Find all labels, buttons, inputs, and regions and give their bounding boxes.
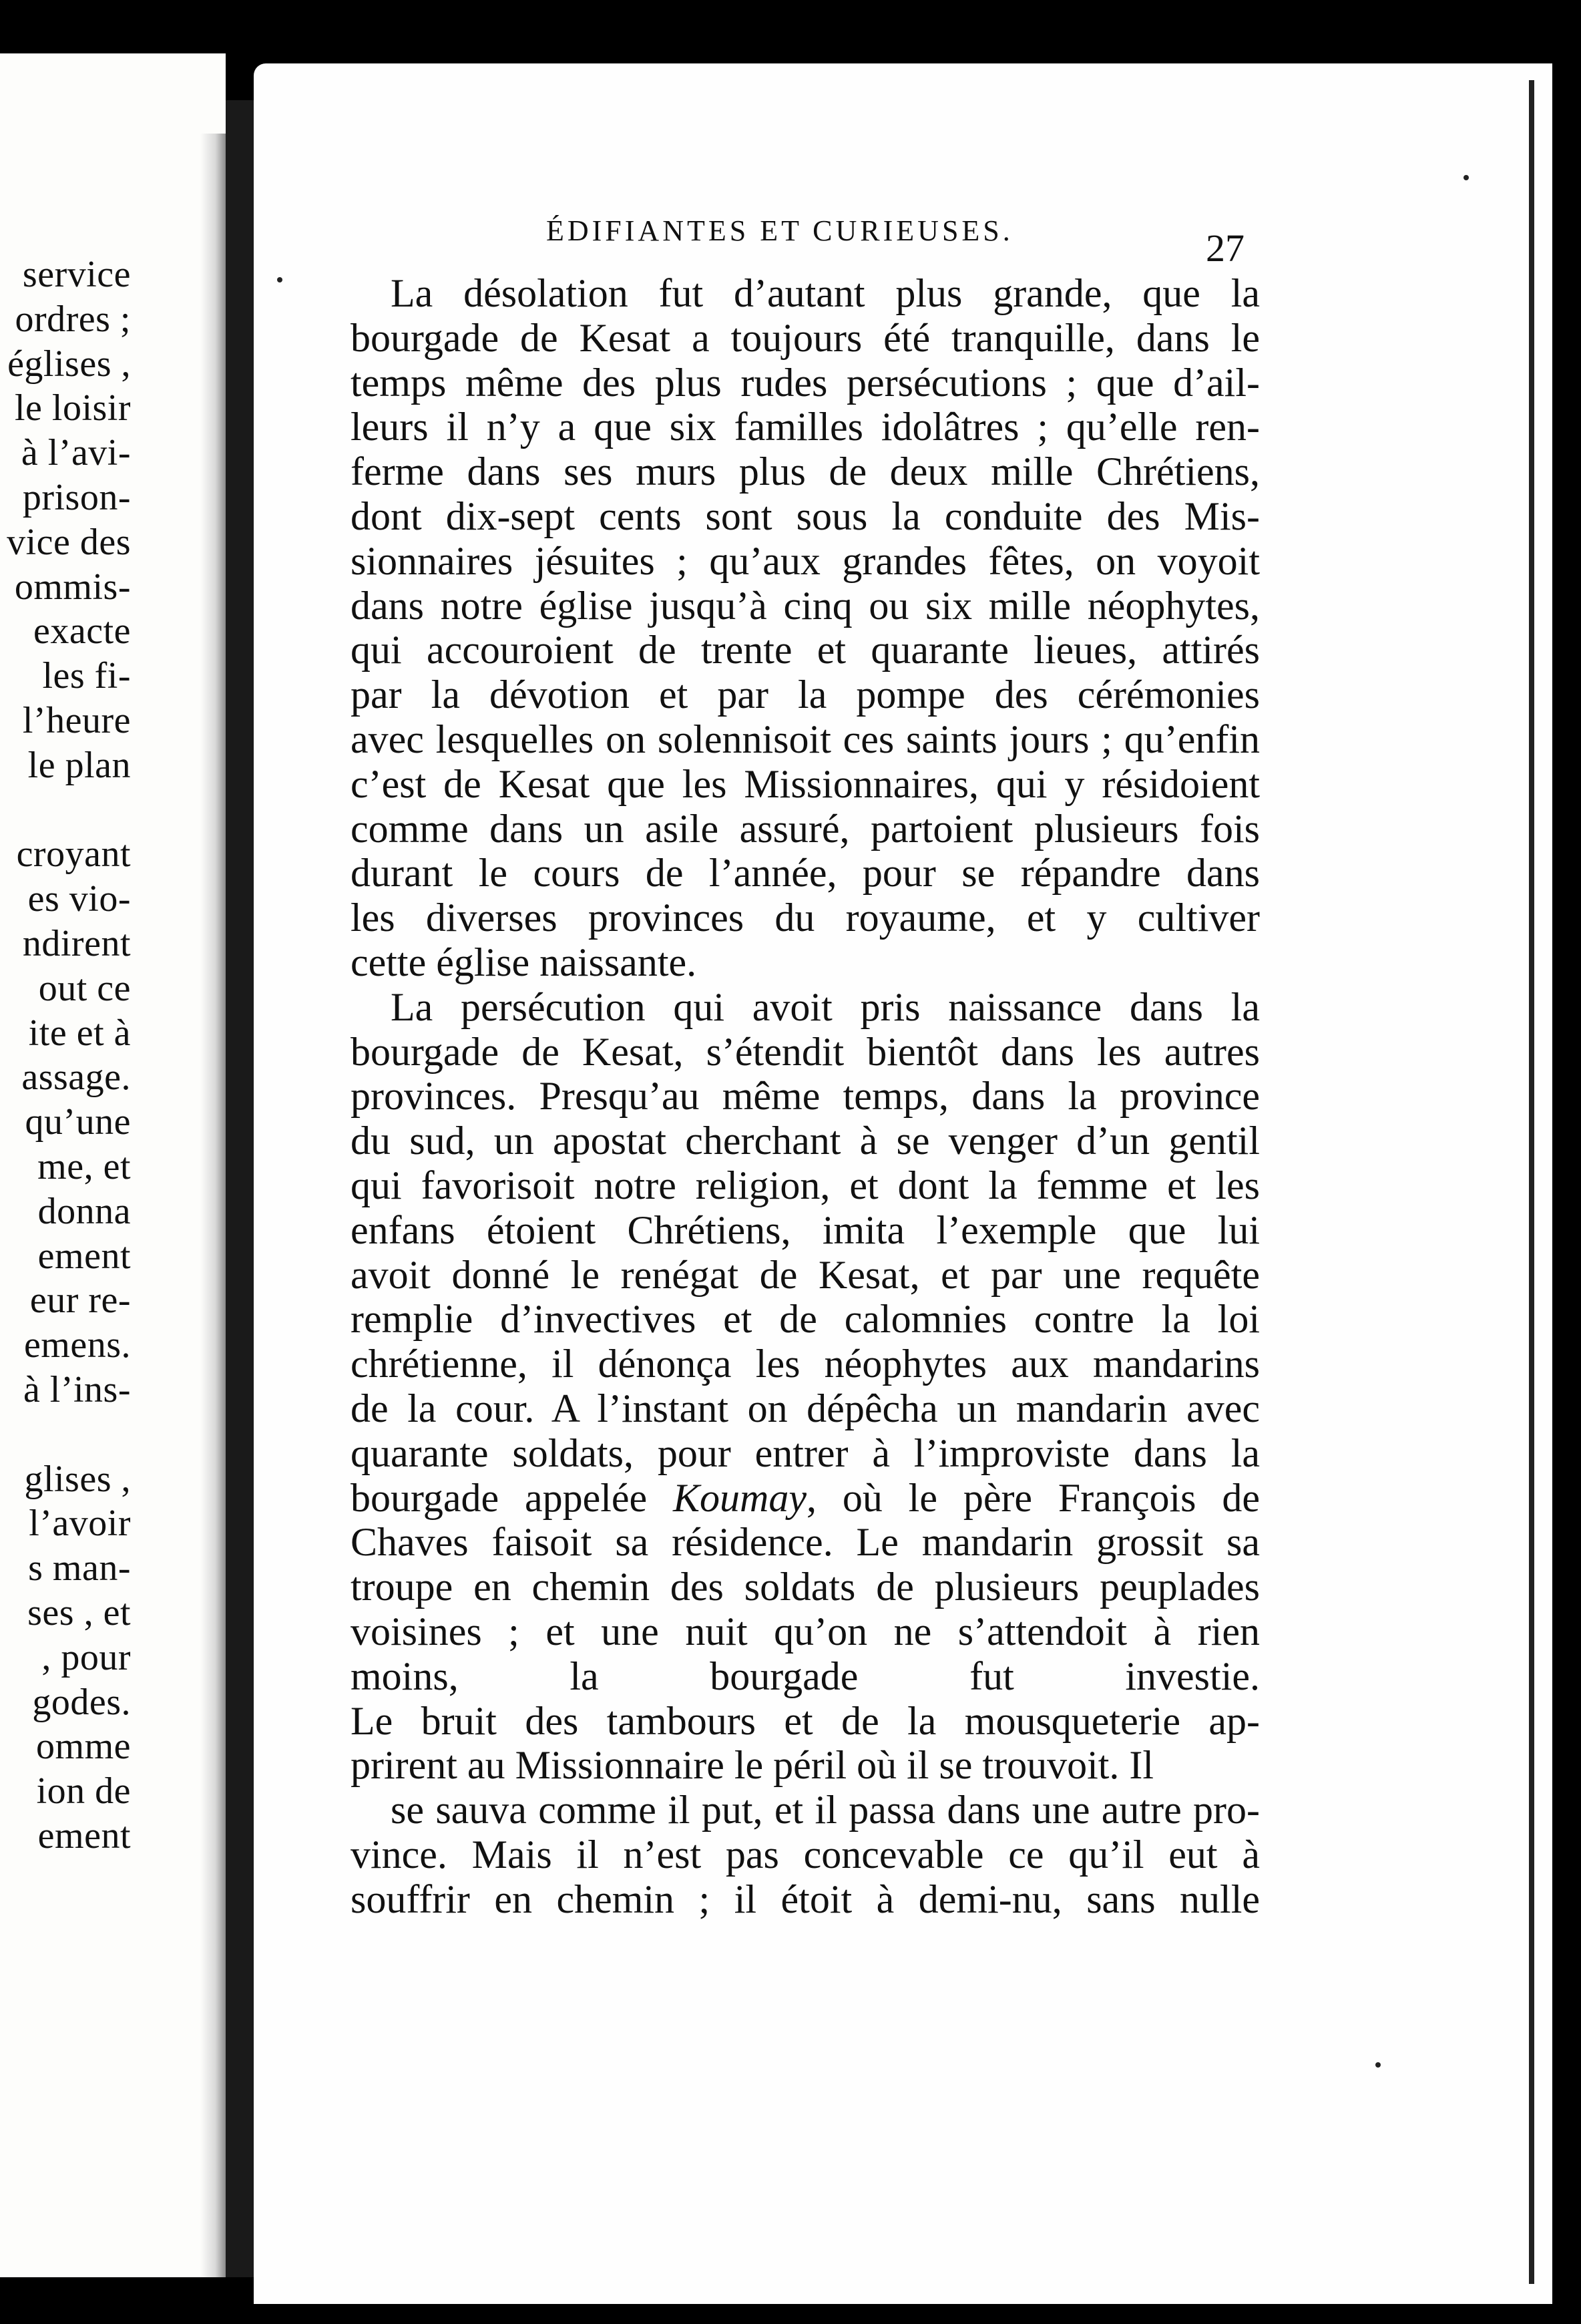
text-line: avoit donné le renégat de Kesat, et par une requête	[351, 1252, 1260, 1297]
running-head: ÉDIFIANTES ET CURIEUSES.	[546, 214, 1013, 247]
text-line: troupe en chemin des soldats de plusieurs peuplades	[351, 1565, 1260, 1609]
text-line: sionnaires jésuites ; qu’aux grandes fêtes, on voyoit	[351, 538, 1260, 583]
left-page-line: glises ,	[24, 1458, 131, 1500]
text-line	[351, 1476, 1260, 1521]
text-line: bourgade de Kesat, s’étendit bientôt dans les autres	[351, 1029, 1260, 1074]
text-line: chrétienne, il dénonça les néophytes aux mandarins	[351, 1342, 1260, 1386]
text-segment: bourgade appelée	[351, 1475, 648, 1520]
left-page-line: donna	[37, 1190, 131, 1232]
left-page-line: ndirent	[22, 922, 131, 964]
left-page-line: emens.	[23, 1324, 131, 1366]
left-page-line: prison-	[22, 476, 131, 518]
text-line: Chaves faisoit sa résidence. Le mandarin grossit sa	[351, 1520, 1260, 1565]
left-page-line: ommis-	[14, 566, 131, 608]
text-line: de la cour. A l’instant on dépêcha un mandarin avec	[351, 1386, 1260, 1430]
page-number: 27	[1206, 226, 1245, 270]
speck-mark	[1463, 175, 1469, 180]
left-page-line: omme	[36, 1726, 131, 1768]
left-page-text	[7, 252, 131, 1859]
text-line: leurs il n’y a que six familles idolâtres ; qu’elle ren-	[351, 405, 1260, 449]
text-line: temps même des plus rudes persécutions ; que d’ail-	[351, 360, 1260, 405]
text-line: dont dix-sept cents sont sous la conduite des Mis-	[351, 494, 1260, 538]
left-page-line: les fi-	[42, 655, 131, 697]
text-line: La persécution qui avoit pris naissance dans la	[391, 984, 1260, 1029]
body-text	[351, 271, 1260, 1921]
left-page-line: ion de	[36, 1770, 131, 1812]
left-page-line: l’heure	[22, 699, 131, 741]
text-line: qui favorisoit notre religion, et dont la femme et les	[351, 1163, 1260, 1207]
text-line: vince. Mais il n’est pas concevable ce qu’il eut à	[351, 1832, 1260, 1877]
text-line: provinces. Presqu’au même temps, dans la province	[351, 1074, 1260, 1119]
left-page-line: out ce	[38, 967, 131, 1009]
left-page-line: églises ,	[7, 343, 131, 385]
left-page-line: le loisir	[14, 387, 131, 429]
left-page-line: me, et	[37, 1145, 131, 1187]
left-page-line	[7, 788, 131, 833]
left-page-line: vice des	[7, 521, 131, 563]
left-page-line: es vio-	[27, 878, 131, 920]
speck-mark	[1375, 2062, 1381, 2068]
text-line: qui accouroient de trente et quarante lieues, attirés	[351, 628, 1260, 672]
left-page-line: eur re-	[29, 1280, 131, 1322]
text-line: avec lesquelles on solennisoit ces saints jours ; qu’enfin	[351, 717, 1260, 761]
left-page-line	[7, 1412, 131, 1457]
left-page-line: assage.	[21, 1056, 131, 1099]
left-page-line: le plan	[27, 744, 131, 786]
left-page-line: à l’ins-	[23, 1368, 131, 1410]
left-page-line: service	[22, 254, 131, 295]
text-line: prirent au Missionnaire le péril où il se trouvoit. Il	[351, 1743, 1154, 1788]
text-segment: , où le père François de	[807, 1475, 1260, 1520]
text-line: se sauva comme il put, et il passa dans une autre pro-	[391, 1788, 1260, 1832]
text-line: souffrir en chemin ; il étoit à demi-nu, sans nulle	[351, 1877, 1260, 1921]
text-line: par la dévotion et par la pompe des cérémonies	[351, 672, 1260, 717]
text-line: bourgade de Kesat a toujours été tranquille, dans le	[351, 315, 1260, 360]
page-edge	[1529, 80, 1534, 2284]
gutter-shadow	[200, 134, 226, 2277]
left-page-line: qu’une	[25, 1101, 131, 1143]
left-page-line: ement	[37, 1235, 131, 1277]
text-line: du sud, un apostat cherchant à se venger d’un gentil	[351, 1119, 1260, 1163]
text-line: c’est de Kesat que les Missionnaires, qui y résidoient	[351, 761, 1260, 806]
text-line: Le bruit des tambours et de la mousqueterie ap-	[351, 1698, 1260, 1743]
left-page-line: godes.	[32, 1681, 131, 1723]
left-page-line: ite et à	[28, 1012, 131, 1054]
text-line: durant le cours de l’année, pour se répandre dans	[351, 851, 1260, 896]
left-page-line: ses , et	[27, 1591, 131, 1633]
text-line: enfans étoient Chrétiens, imita l’exemple que lui	[351, 1207, 1260, 1252]
left-page-line: à l’avi-	[21, 432, 131, 474]
left-page-line: l’avoir	[29, 1503, 131, 1545]
left-page-line: s man-	[28, 1547, 131, 1589]
gutter	[226, 100, 254, 2277]
text-line: comme dans un asile assuré, partoient plusieurs fois	[351, 806, 1260, 851]
place-name-italic: Koumay	[673, 1475, 807, 1520]
left-page-line: ordres ;	[15, 298, 131, 340]
text-line: ferme dans ses murs plus de deux mille Chrétiens,	[351, 449, 1260, 494]
speck-mark	[277, 277, 282, 282]
text-line: voisines ; et une nuit qu’on ne s’attendoit à rien	[351, 1609, 1260, 1654]
left-page-fragment	[0, 53, 226, 2277]
left-page-line: ement	[37, 1814, 131, 1857]
text-line: remplie d’invectives et de calomnies contre la loi	[351, 1297, 1260, 1342]
text-line: moins, la bourgade fut investie.	[351, 1654, 1260, 1698]
left-page-line: exacte	[33, 610, 131, 652]
text-line: dans notre église jusqu’à cinq ou six mille néophytes,	[351, 583, 1260, 628]
text-line: quarante soldats, pour entrer à l’improviste dans la	[351, 1430, 1260, 1475]
text-line: La désolation fut d’autant plus grande, que la	[391, 271, 1260, 315]
left-page-line: croyant	[16, 833, 131, 876]
text-line: les diverses provinces du royaume, et y cultiver	[351, 896, 1260, 940]
text-line: cette église naissante.	[351, 940, 697, 984]
left-page-line: , pour	[41, 1636, 131, 1678]
